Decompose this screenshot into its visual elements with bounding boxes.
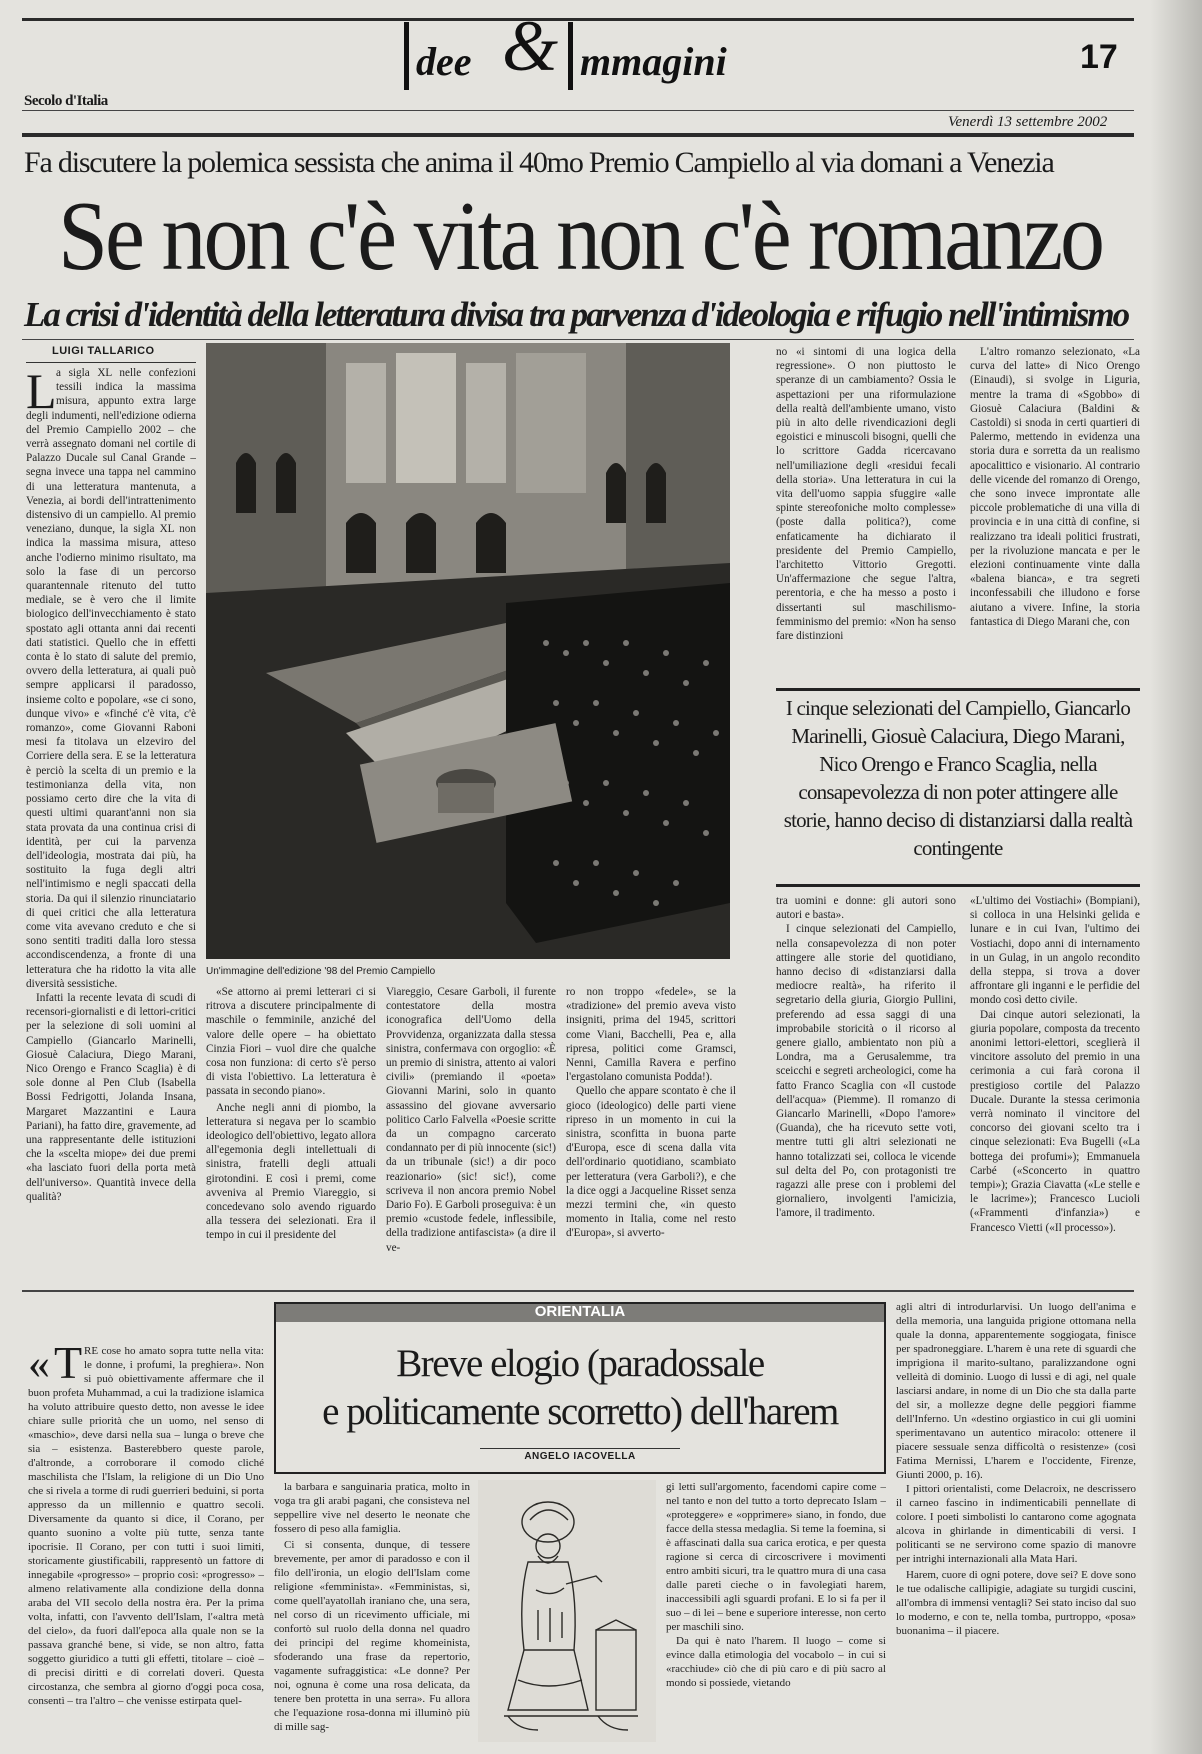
article-column-5-bottom	[970, 894, 1140, 1272]
article-col5-top-text: L'altro romanzo selezionato, «La curva del latte» di Nico Orengo (Einaudi), si svolge in Liguria, mentre la trama di «Sgobbo» di Giosuè Calaciura (Baldini & Castoldi) si snoda in certi quartieri di Palermo, mettendo in evidenza una storia dura e sorretta da un realismo apocalittico e visionario. Al contrario delle vicende del romanzo di Orengo, che sono invece improntate alle piccole problematiche di una villa di provincia e in una città di confine, si realizzano tra ideali politici frustrati, per la rivoluzione mancata e per le elezioni continuamente vinte dalla «balena bianca», e tra segreti inconfessabili che illudono e forse aiutano a vivere. Infine, la storia fantastica di Diego Marani che, con	[970, 346, 1140, 628]
sultan-illustration	[478, 1480, 656, 1742]
orientalia-column-2	[274, 1480, 470, 1744]
article-column-5-top	[970, 345, 1140, 691]
pullquote: I cinque selezionati del Campiello, Giancarlo Marinelli, Giosuè Calaciura, Diego Marani, Nico Orengo e Franco Scaglia, nella consapevolezza di non poter attingere alle storie, hanno deciso di distanziarsi dalla realtà contingente	[783, 696, 1133, 860]
article-column-4	[566, 985, 736, 1272]
orientalia-quote-mark: «	[28, 1339, 50, 1388]
article-col4-bottom-text: tra uomini e donne: gli autori sono autori e basta».	[776, 895, 956, 922]
palazzo-ducale-courtyard-illustration	[206, 343, 730, 959]
section-title-right: mmagini	[580, 39, 727, 84]
article-col2b-text: Anche negli anni di piombo, la letteratura si negava per lo scambio ideologico dell'obiettivo, legato allora all'egemonia degli intellettuali di sinistra, fratelli degli attuali girotondini. E così i premi, come avveniva al Premio Viareggio, si concedevano solo avendo riguardo alla tessera dei selezionati. Era il tempo in cui il presidente del	[206, 1101, 376, 1242]
orientalia-col3b-text: Da qui è nato l'harem. Il luogo – come si evince dalla etimologia del vocabolo – in cui si «racchiude» ciò che di più caro e di più sacro al mondo si possiede, vietando	[666, 1635, 886, 1689]
article-column-3	[386, 985, 556, 1272]
article-col1b-text: Infatti la recente levata di scudi di recensori-giornalisti e di lettori-critici per la selezione di soli uomini al Campiello (Giancarlo Marinelli, Giosuè Calaciura, Diego Marani, Nico Orengo e Franco Scaglia) è di sole donne al Pen Club (Isabella Bossi Fedrigotti, Jolanda Insana, Margaret Mazzantini e Laura Pariani), ha fatto dire, gravemente, ad una rappresentante delle istituzioni che la «scelta miope» dei due premi «ha lasciato fuori della porta metà dell'universo». Quantità invece della qualità?	[26, 991, 196, 1203]
article-col2-text: «Se attorno ai premi letterari ci si ritrova a discutere principalmente di maschile o femminile, anziché del valore delle opere – ha obiettato Cinzia Fiori – vuol dire che qualche cosa non funziona: di certo s'è perso di vista l'obiettivo. La letteratura è passata in secondo piano».	[206, 986, 376, 1098]
section-ampersand: &	[502, 6, 559, 86]
article-col4-top-text: no «i sintomi di una logica della regressione». O non piuttosto le speranze di un cambiamento? Ossia le aspettazioni per una riformulazione della realtà dell'ambiente umano, visto più in alto delle rivendicazioni degli egoistici e minuscoli bisogni, quelli che lo scrittore Gadda ricercavano nell'umiliazione degli «residui fecali della storia». Una letteratura in cui la vita dell'uomo sappia sfuggire «alle spinte stereofoniche molto complesse» (poste dalla politica?), come enfaticamente ha dichiarato il presidente del Premio Campiello, l'architetto Vittorio Gregotti. Un'affermazione che segue l'altra, perentoria, e che ha messo a posto i dissertanti sul maschilismo-femminismo del premio: «Non ha senso fare distinzioni	[776, 346, 956, 643]
page-edge-shadow	[1150, 0, 1202, 1754]
page-number: 17	[1080, 38, 1118, 76]
article-dropcap: L	[26, 363, 57, 419]
article-column-1	[26, 363, 196, 1278]
orientalia-col4c-text: Harem, cuore di ogni potere, dove sei? E dove sono le tue odalische callipigie, adagiate su turgidi cuscini, all'ombra di immensi ventagli? Sei stato inciso dal suo lo moderno, e con te, nella tomba, purtroppo, «posa» buonanima – il piacere.	[896, 1569, 1136, 1637]
top-rule	[22, 18, 1134, 21]
orientalia-col2b-text: Ci si consenta, dunque, di tessere brevemente, per amor di paradosso e con il filo dell'ironia, un elogio dell'Islam come religione «femminista». «Femministas, sì, come quell'ayatollah iraniano che, una sera, nel corso di un ricevimento ufficiale, mi confortò sul ruolo della donna nel quadro dei principi del regime khomeinista, sfoderando una frase da repertorio, vagamente sufraggistica: «Le donne? Per noi, ognuna è come una rosa delicata, da tenere ben protetta in una serra». Fu allora che l'equazione rosa-donna mi illuminò più di mille sag-	[274, 1539, 470, 1733]
orientalia-col2-text: la barbara e sanguinaria pratica, molto in voga tra gli arabi pagani, che consisteva nel seppellire vive nel deserto le neonate che fossero di peso alla famiglia.	[274, 1481, 470, 1535]
orientalia-col4b-text: I pittori orientalisti, come Delacroix, ne descrissero il carneo fascino in indimenticabili pennellate di colore. I poeti simbolisti lo cantarono come agognata alcova in ghirlande in dimenticabili di versi. I politicanti se ne servirono come spazio di manovre per intrighi internazionali alla Mata Hari.	[896, 1483, 1136, 1565]
article-subhead: La crisi d'identità della letteratura divisa tra parvenza d'ideologia e rifugio nell'intimismo	[24, 295, 1129, 334]
article-kicker: Fa discutere la polemica sessista che anima il 40mo Premio Campiello al via domani a Venezia	[24, 146, 1054, 179]
subhead-rule	[22, 339, 1134, 340]
pullquote-top-rule	[776, 688, 1140, 691]
orientalia-col1-text: RE cose ho amato sopra tutte nella vita: le donne, i profumi, la preghiera». Non si può obiettivamente affermare che il buon profeta Muhammad, a cui la tradizione islamica ha voluto attribuire questo detto, non avesse le idee chiare sulle priorità che un uomo, nel senso di «maschio», deve darsi nella sua – lunga o breve che sia – esistenza. Basterebbero queste parole, d'altronde, a corroborare il comodo cliché maschilista che l'Islam, la religione di un Dio Uno che si rivela a torme di rudi guerrieri beduini, si porta appresso da un millennio e quattro secoli. Diversamente da quanto si dice, il Corano, per quanto suonino a volte più tutte, senza tante ipocrisie. Il Corano, per con tutti i suoi limiti, storicamente giustificabili, rappresentò un fattore di innegabile «progresso» – proprio così: «progresso» – almeno relativamente alla condizione della donna araba del VII secolo della nostra èra. Per la prima volta, infatti, con l'avvento dell'Islam, l'«altra metà del cielo», da fuori dall'epoca alla quale non se la passava granché bene, si vide, se non altro, fatta soggetto giuridico a tutti gli effetti, titolare – cioè – di precisi diritti e di correlati doveri. Questa circostanza, che sembra al giorno d'oggi poca cosa, consentì – tra l'altro – che venisse estirpata quel-	[28, 1345, 264, 1707]
article-col4b-text: Quello che appare scontato è che il gioco (ideologico) delle parti viene ripreso in un momento in cui la sinistra, sconfitta in buona parte d'Europa, esce di scena dalla vita dell'ordinario quotidiano, scambiato per letteratura (vera Garboli?), e che la dice oggi a Jacqueline Risset senza mezzi termini che, «in questo momento in Italia, come nel resto d'Europa», si avverto-	[566, 1085, 736, 1240]
orientalia-column-4	[896, 1300, 1136, 1744]
section-bar-right	[568, 22, 573, 90]
orientalia-col4-text: agli altri di introdurlarvisi. Un luogo dell'anima e della memoria, una languida prigione ottomana nella quale la donna, apparentemente soggiogata, finisce per spadroneggiare. L'harem è una rete di sguardi che imprigiona il marito-sultano, paralizzandone ogni velleità di dominio. Luogo di lussi e di agi, nel quale lasciarsi andare, in nome di un Dio che sta dalla parte del sir, a mollezze degne delle peggiori fiamme dell'Inferno. Un «destino orgiastico in cui gli uomini sperimentavano un autentico miracolo: ottenere il piacere sessuale senza difficoltà o resistenze» (così Fatima Mernissi, L'harem e l'occidente, Firenze, Giunti 2000, p. 16).	[896, 1301, 1136, 1481]
seated-sultan-illustration	[478, 1480, 656, 1742]
orientalia-separator	[22, 1290, 1134, 1292]
orientalia-headline-line1: Breve elogio (paradossale	[396, 1342, 764, 1385]
article-headline: Se non c'è vita non c'è romanzo	[58, 182, 1103, 291]
article-col1-text: a sigla XL nelle confezioni tessili indica la massima misura, appunto extra large degli indumenti, nell'edizione odierna del Premio Campiello 2002 – che verrà assegnato domani nel cortile di Palazzo Ducale sul Canal Grande – segna invece una tappa nel cammino di una letteratura mantenuta, a Venezia, ai bordi dell'intrattenimento distensivo di un campiello. Al premio veneziano, dunque, la sigla XL non indica la massima misura, atteso anche l'odierno minimo risultato, ma solo la fase di un percorso quarantennale ritenuto del tutto mediale, se è vero che il limite biologico dell'invecchiamento è stato spostato agli ottanta anni dai recenti dati statistici. Quello che in effetti conta è lo stato di salute del premio, ovvero della letteratura, ai quali può sempre applicarsi il paradosso, insieme colto e popolare, «se ci sono, dunque vivo» e «finché c'è vita, c'è romanzo», come Giovanni Raboni mesi fa titolava un elzeviro del Corriere della sera. E se la letteratura è perciò la scelta di un premio e la testimonianza della vita, non possiamo certo dire che la vita di questi ultimi quarant'anni non sia stata provata da una continua crisi di identità, per cui la parvenza dell'ideologia, mostrata dai più, ha sostituito la fuga degli altri nell'intimismo e negli spaccati della storia. Da qui il silenzio rinunciatario di quei critici che alla letteratura come vita avevano creduto e che si sono sentiti traditi dalla loro stessa accondiscendenza, a fronte di una letteratura che ha ridotto la vita alle diversità sessistiche.	[26, 367, 196, 990]
masthead-bottom-rule	[22, 133, 1134, 137]
orientalia-headline-line2: e politicamente scorretto) dell'harem	[322, 1390, 838, 1433]
orientalia-author: ANGELO IACOVELLA	[524, 1451, 636, 1462]
orientalia-dropcap: T	[54, 1337, 83, 1388]
orientalia-column-3	[666, 1480, 886, 1744]
article-col5-bottom-text: «L'ultimo dei Vostiachi» (Bompiani), si colloca in una Helsinki gelida e lunare e in cui Ivan, l'ultimo dei Vostiachi, dopo anni di internamento in un Gulag, in un angolo recondito della steppa, si trova a dover affrontare gli inganni e le perfidie del mondo così detto civile.	[970, 895, 1140, 1007]
article-author: LUIGI TALLARICO	[52, 345, 155, 357]
section-title-left: dee	[416, 39, 472, 84]
article-col5-bottom2-text: Dai cinque autori selezionati, la giuria popolare, composta da trecento anonimi lettori-elettori, sceglierà il vincitore assoluto del premio in una cerimonia a cui farà corona il prestigioso cortile del Palazzo Ducale. Durante la stessa cerimonia verrà nominato il vincitore del concorso dei giovani scelto tra i cinque selezionati: Eva Bugelli («La bottega dei profumi»); Emmanuela Carbé («Sconcerto in quattro tempi»); Grazia Ciavatta («Le stelle e le lacrime»); Francesco Lucioli («Frammenti d'infanzia») e Francesco Vietti («Il processo»).	[970, 1008, 1140, 1234]
pullquote-bottom-rule	[776, 884, 1140, 887]
orientalia-headline	[276, 1340, 884, 1436]
article-column-4-bottom	[776, 894, 956, 1272]
orientalia-label: ORIENTALIA	[274, 1302, 886, 1322]
article-col4-text: ro non troppo «fedele», se la «tradizione» del premio aveva visto insigniti, prima del 1945, scrittori come Viani, Bacchelli, Pea e, alla ripresa, politici come Gramsci, Nenni, Camilla Ravera e perfino l'ergastolano comunista Podda!).	[566, 986, 736, 1084]
event-photo	[206, 343, 730, 959]
article-col3-text: Viareggio, Cesare Garboli, il furente contestatore della mostra iconografica dell'Uomo della Provvidenza, organizzata dalla stessa sinistra, confermava con orgoglio: «È un premio di sinistra, attento ai valori civili» (premiando il «poeta» Giovanni Marini, solo in quanto assassino del giovane avversario politico Carlo Falvella «Poesie scritte da un compagno carcerato condannato per di più innocente (sic!) da un tribunale (sic!) a dir poco reazionario» (sic! sic!), come scriveva il non ancora premio Nobel Dario Fo). E Garboli proseguiva: è un premio «custode fedele, inflessibile, della tradizione antifascista» (a dire il ve-	[386, 986, 556, 1254]
issue-date: Venerdì 13 settembre 2002	[948, 114, 1108, 130]
photo-caption: Un'immagine dell'edizione '98 del Premio Campiello	[206, 966, 436, 977]
orientalia-column-1	[28, 1339, 264, 1744]
section-bar-left	[404, 22, 409, 90]
masthead-rule	[22, 110, 1134, 111]
article-column-4-top	[776, 345, 956, 691]
article-column-2	[206, 985, 376, 1272]
orientalia-col3-text: gi letti sull'argomento, facendomi capire come – nel tanto e non del tutto a torto deprecato Islam – «proteggere» e «opprimere» siano, in fondo, due facce della stessa medaglia. Si teme la foemina, si è affascinati dalla sua carica erotica, e per questa ragione si cerca di circoscrivere i movimenti entro ambiti sicuri, tra le quattro mura di una casa dalle pareti cieche o in favolegiati harem, inaccessibili agli sguardi profani. E lo si fa per il suo – di lei – bene e superiore interesse, non certo per maschili sino.	[666, 1481, 886, 1633]
newspaper-name: Secolo d'Italia	[24, 93, 108, 109]
orientalia-author-rule	[480, 1448, 680, 1449]
article-col4-bottom2-text: I cinque selezionati del Campiello, nella consapevolezza di non poter attingere alle storie del quotidiano, hanno deciso di «distanziarsi dalla mediocre realtà», ha riferito il segretario della giuria, Giorgio Pullini, preferendo ad essa saggi di una improbabile storicità o il ricorso al genere giallo, ambientato non più a Londra, ma a Gerusalemme, tra sceicchi e segreti archeologici, come ha fatto Franco Scaglia con «Il custode dell'acqua» (Piemme). Il romanzo di Giancarlo Marinelli, «Dopo l'amore» (Guanda), che ha ricevuto sette voti, mentre tutti gli altri selezionati ne hanno totalizzati sei, colloca le vicende sul delta del Po, con protagonisti tre ragazzi alle prese con i problemi del giornaliero, involgenti l'amicizia, l'amore, il tradimento.	[776, 923, 956, 1220]
